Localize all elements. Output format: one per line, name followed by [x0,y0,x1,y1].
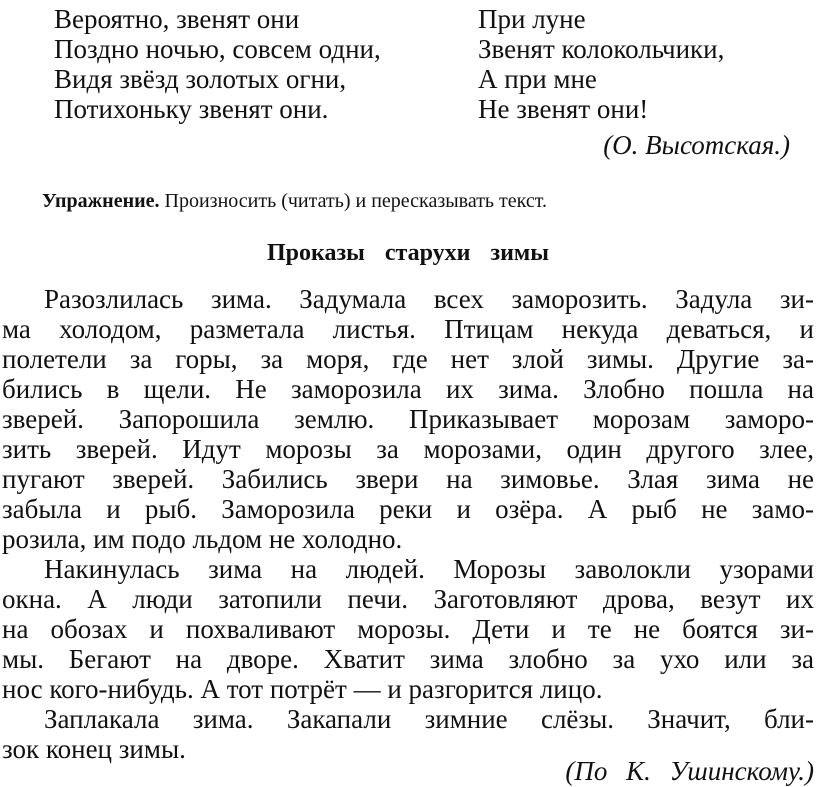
poem-line: При луне [478,4,586,34]
text-line: ма холодом, разметала листья. Птицам некуда деваться, и [2,314,814,344]
story-title: Проказы старухи зимы [266,240,549,266]
text-line: окна. А люди затопили печи. Заготовляют дрова, везут их [2,584,814,614]
exercise-instruction [42,190,547,213]
text-line: зок конец зимы. [2,734,186,764]
text-line: Накинулась зима на людей. Морозы заволокли узорами [44,554,814,584]
poem-line: Потихоньку звенят они. [54,94,329,124]
text-line: на обозах и похваливают морозы. Дети и те не боятся зи- [2,614,814,644]
poem-line: Видя звёзд золотых огни, [54,64,347,94]
text-line: бились в щели. Не заморозила их зима. Злобно пошла на [2,374,814,404]
poem-line: Звенят колокольчики, [478,34,725,64]
text-line: пугают зверей. Забились звери на зимовье. Злая зима не [2,464,814,494]
text-line: зить зверей. Идут морозы за морозами, один другого злее, [2,434,814,464]
text-line: полетели за горы, за моря, где нет злой зимы. Другие за- [2,344,814,374]
poem-line: А при мне [478,64,597,94]
poem-left-column [54,4,381,124]
poem-line: Поздно ночью, совсем одни, [54,34,381,64]
text-line: мы. Бегают на дворе. Хватит зима злобно за ухо или за [2,644,814,674]
poem-line: Не звенят они! [478,94,649,124]
text-line: розила, им подо льдом не холодно. [2,524,403,554]
poem-line: Вероятно, звенят они [54,4,300,34]
text-line: Заплакала зима. Закапали зимние слёзы. Значит, бли- [44,704,814,734]
poem-right-column [478,4,724,124]
story-text [0,284,814,764]
story-attribution: (По К. Ушинскому.) [565,756,814,786]
exercise-text: Произносить (читать) и пересказывать текст. [159,190,548,212]
text-line: забыла и рыб. Заморозила реки и озёра. А рыб не замо- [2,494,814,524]
exercise-label: Упражнение. [42,190,160,212]
text-line: Разозлилась зима. Задумала всех заморозить. Задула зи- [44,284,814,314]
text-line: нос кого-нибудь. А тот потрёт — и разгорится лицо. [2,674,603,704]
text-line: зверей. Запорошила землю. Приказывает морозам заморо- [2,404,814,434]
poem-attribution: (О. Высотская.) [603,130,790,160]
